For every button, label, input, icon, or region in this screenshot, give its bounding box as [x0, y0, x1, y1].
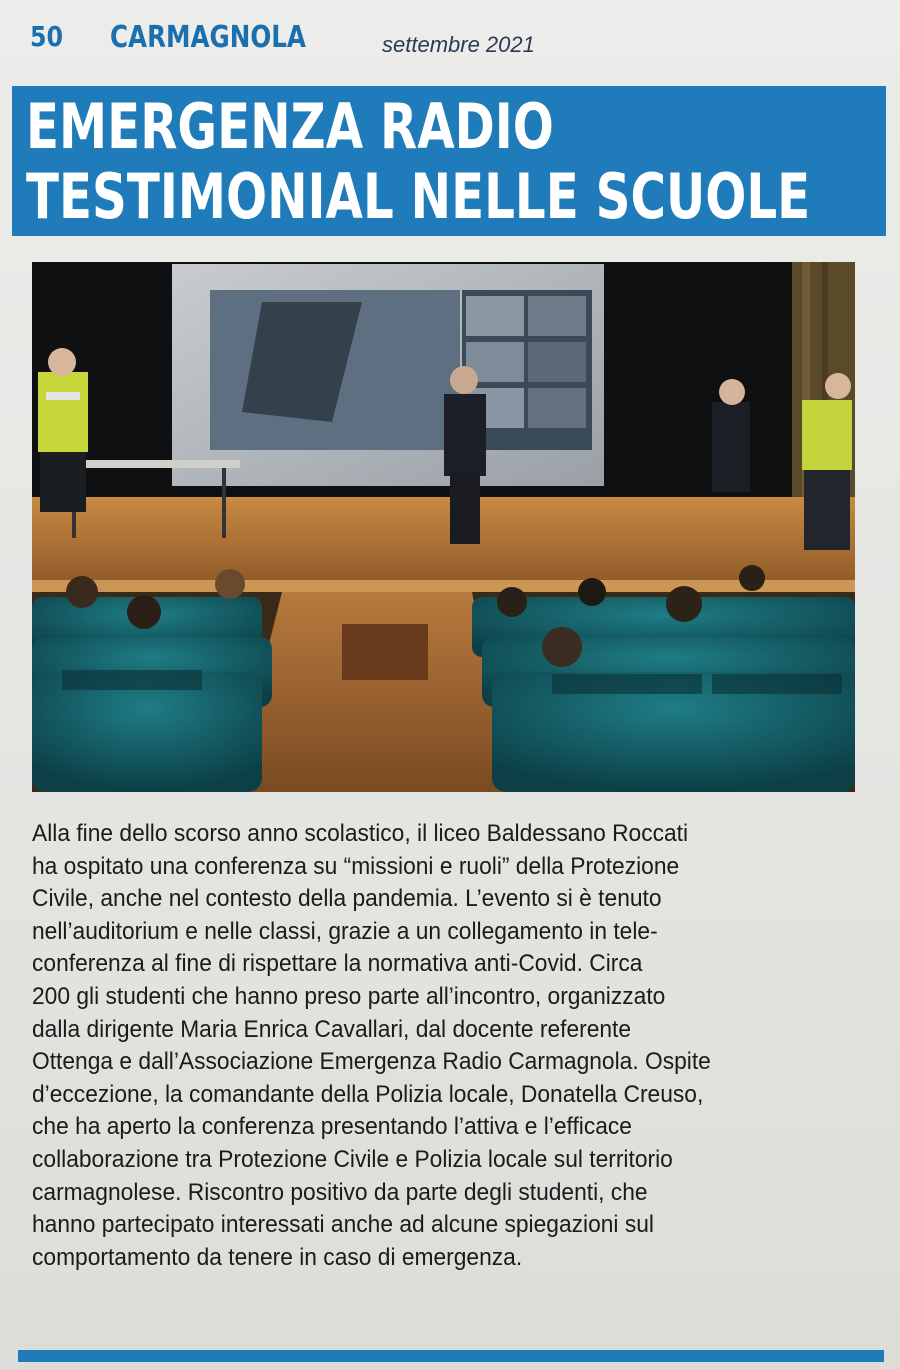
- article-line: 200 gli studenti che hanno preso parte all’incontro, organizzato: [32, 982, 666, 1010]
- headline-line-2: TESTIMONIAL NELLE SCUOLE: [26, 160, 811, 233]
- article-line: Alla fine dello scorso anno scolastico, il liceo Baldessano Roccati: [32, 820, 689, 847]
- issue-date: settembre 2021: [382, 32, 535, 57]
- masthead: [30, 16, 870, 66]
- article-line: hanno partecipato interessati anche ad alcune spiegazioni sul: [32, 1211, 654, 1239]
- article-body: [32, 818, 804, 1274]
- auditorium-illustration: [32, 262, 855, 792]
- lectern-box: [342, 624, 428, 680]
- section-name: CARMAGNOLA: [110, 20, 306, 55]
- bottom-rule: [18, 1350, 884, 1362]
- article-line: dalla dirigente Maria Enrica Cavallari, dal docente referente: [32, 1015, 632, 1043]
- article-line: conferenza al fine di rispettare la normativa anti-Covid. Circa: [32, 950, 643, 978]
- article-line: comportamento da tenere in caso di emergenza.: [32, 1243, 523, 1271]
- page-number: 50: [30, 20, 64, 53]
- auditorium-photo: [32, 262, 855, 792]
- article-line: Civile, anche nel contesto della pandemia. L’evento si è tenuto: [32, 885, 662, 913]
- article-line: ha ospitato una conferenza su “missioni e ruoli” della Protezione: [32, 852, 680, 880]
- headline-line-1: EMERGENZA RADIO: [26, 90, 554, 163]
- seats-right: [472, 597, 855, 792]
- article-line: carmagnolese. Riscontro positivo da parte degli studenti, che: [32, 1178, 648, 1206]
- article-line: d’eccezione, la comandante della Polizia locale, Donatella Creuso,: [32, 1080, 704, 1108]
- article-line: Ottenga e dall’Associazione Emergenza Radio Carmagnola. Ospite: [32, 1048, 711, 1076]
- headline: [26, 90, 811, 233]
- article-line: nell’auditorium e nelle classi, grazie a un collegamento in tele-: [32, 917, 658, 945]
- article-line: collaborazione tra Protezione Civile e Polizia locale sul territorio: [32, 1145, 673, 1173]
- article-line: che ha aperto la conferenza presentando l’attiva e l’efficace: [32, 1113, 632, 1141]
